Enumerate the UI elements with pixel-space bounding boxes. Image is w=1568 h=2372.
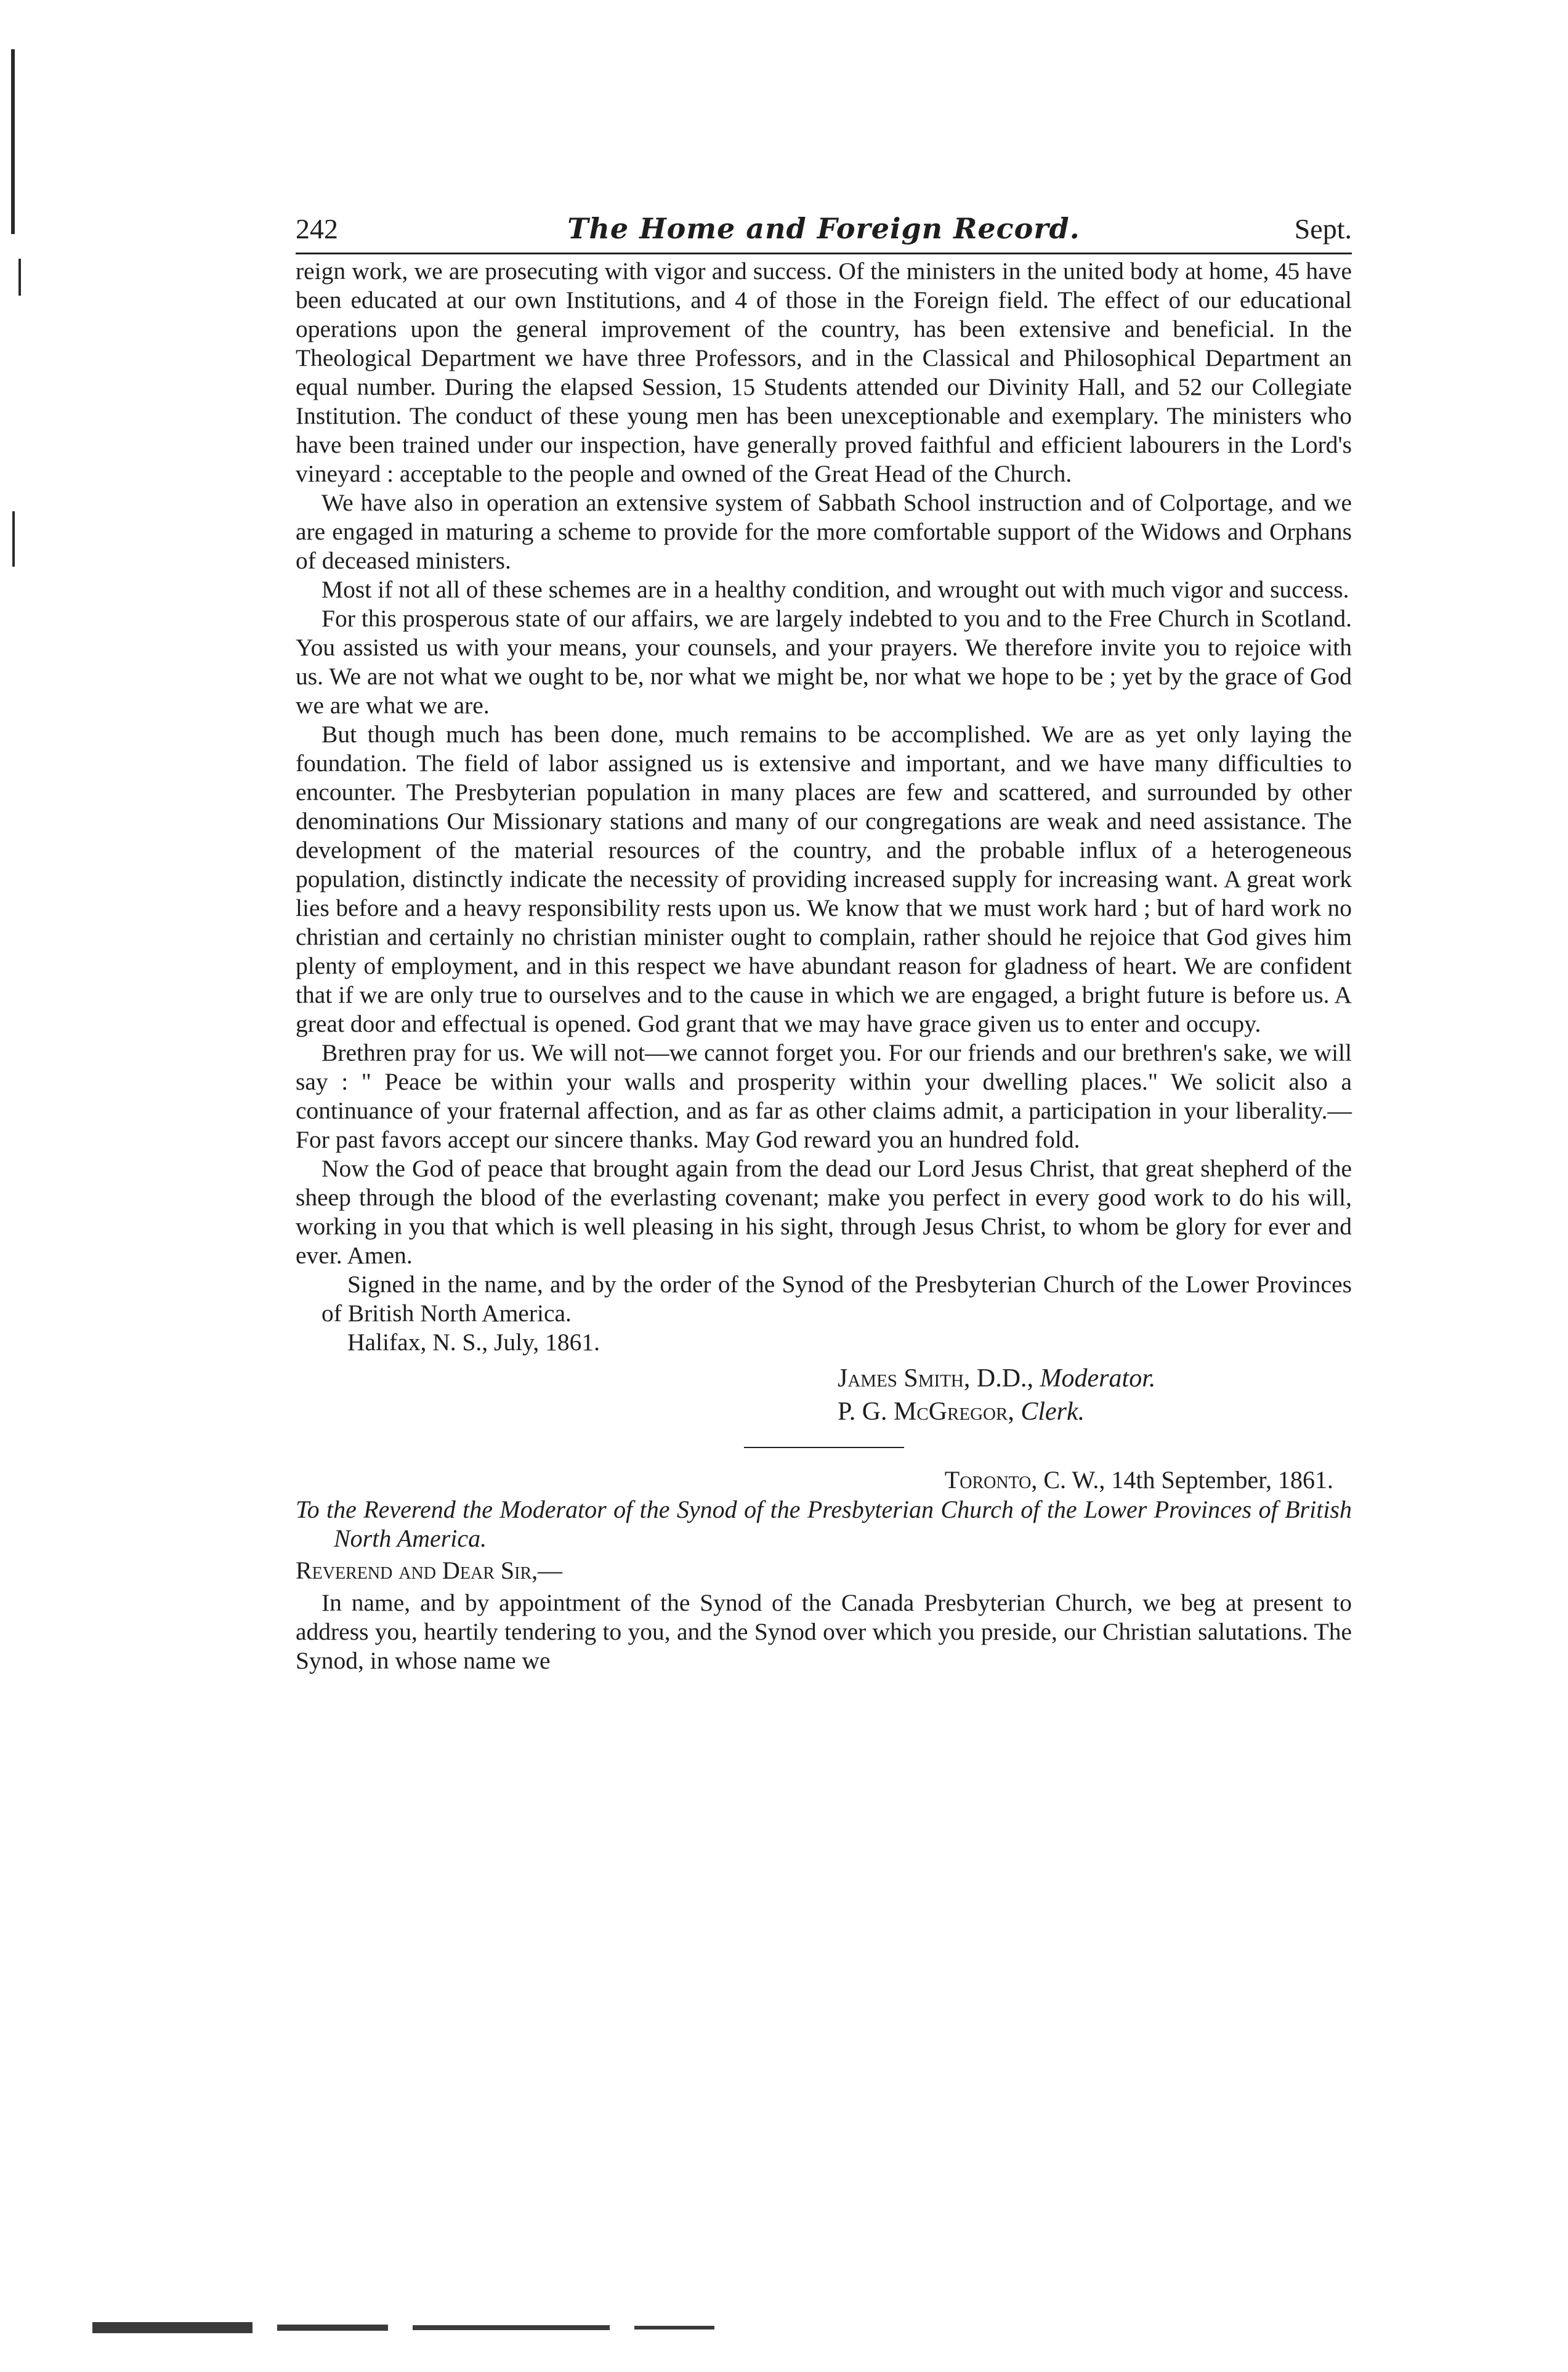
binding-mark [12,511,15,567]
signatory-role: Clerk. [1020,1398,1085,1426]
binding-edge-marks [0,0,37,678]
scan-mark [413,2325,610,2329]
signed-statement: Signed in the name, and by the order of the Synod of the Presbyterian Church of the Lower Provinces of British North America. [321,1271,1352,1327]
signatory-clerk [838,1395,1352,1428]
dateline-date: C. W., 14th September, 1861. [1043,1466,1333,1494]
page-number: 242 [296,213,338,245]
scan-mark [634,2326,714,2329]
addressee: To the Reverend the Moderator of the Synod of the Presbyterian Church of the Lower Provinces of British North America. [296,1496,1352,1552]
letter-opening [296,1589,1352,1675]
journal-title: The Home and Foreign Record. [567,212,1080,245]
letter-body [296,257,1352,1357]
binding-mark [11,49,15,234]
dateline-place: Toronto, [944,1466,1038,1494]
paragraph: reign work, we are prosecuting with vigor and success. Of the ministers in the united body at home, 45 have been educated at our own Institutions, and 4 of those in the Foreign field. The effect of our educational operations upon the general improvement of the country, has been extensive and beneficial. In the Theological Department we have three Professors, and in the Classical and Philosophical Department an equal number. During the elapsed Session, 15 Students attended our Divinity Hall, and 52 our Collegiate Institution. The conduct of these young men has been unexceptionable and exemplary. The ministers who have been trained under our inspection, have generally proved faithful and efficient labourers in the Lord's vineyard : acceptable to the people and owned of the Great Head of the Church. [296,257,1352,487]
paragraph: Most if not all of these schemes are in a healthy condition, and wrought out with much vigor and success. [321,576,1349,603]
binding-mark [18,259,21,296]
paragraph: In name, and by appointment of the Synod of the Canada Presbyterian Church, we beg at present to address you, heartily tendering to you, and the Synod over which you preside, our Christian salutations. The Synod, in whose name we [296,1589,1352,1674]
signatory-name: P. G. McGregor, [838,1398,1014,1426]
scan-mark [92,2322,253,2333]
section-divider [744,1447,904,1448]
scan-edge-mark [92,2322,714,2333]
paragraph: We have also in operation an extensive system of Sabbath School instruction and of Colportage, and we are engaged in maturing a scheme to provide for the more comfortable support of the Widows and Orphans of deceased ministers. [296,489,1352,574]
signatory-moderator [838,1362,1352,1395]
paragraph: For this prosperous state of our affairs, we are largely indebted to you and to the Free Church in Scotland. You assisted us with your means, your counsels, and your prayers. We therefore invite you to rejoice with us. We are not what we ought to be, nor what we might be, nor what we hope to be ; yet by the grace of God we are what we are. [296,605,1352,719]
paragraph: But though much has been done, much remains to be accomplished. We are as yet only laying the foundation. The field of labor assigned us is extensive and important, and we have many difficulties to encounter. The Presbyterian population in many places are few and scattered, and surrounded by other denominations Our Missionary stations and many of our congregations are weak and need assistance. The development of the material resources of the country, and the probable influx of a heterogeneous population, distinctly indicate the necessity of providing increased supply for increasing want. A great work lies before and a heavy responsibility rests upon us. We know that we must work hard ; but of hard work no christian and certainly no christian minister ought to complain, rather should he rejoice that God gives him plenty of employment, and in this respect we have abundant reason for gladness of heart. We are confident that if we are only true to ourselves and to the cause in which we are engaged, a bright future is before us. A great door and effectual is opened. God grant that we may have grace given us to enter and occupy. [296,721,1352,1037]
paragraph: Now the God of peace that brought again from the dead our Lord Jesus Christ, that great shepherd of the sheep through the blood of the everlasting covenant; make you perfect in every good work to do his will, working in you that which is well pleasing in his sight, through Jesus Christ, to whom be glory for ever and ever. Amen. [296,1155,1352,1269]
signatures [838,1362,1352,1428]
scan-mark [277,2325,388,2331]
signatory-name: James Smith, D.D., [838,1364,1034,1393]
paragraph: Brethren pray for us. We will not—we cannot forget you. For our friends and our brethren's sake, we will say : " Peace be within your walls and prosperity within your dwelling places." We solicit also a continuance of your fraternal affection, and as far as other claims admit, a participation in your liberality.— For past favors accept our sincere thanks. May God reward you an hundred fold. [296,1039,1352,1153]
dateline [296,1465,1333,1495]
signatory-role: Moderator. [1040,1364,1156,1393]
page-content [296,203,1352,1675]
issue-month: Sept. [1294,213,1352,245]
place-date: Halifax, N. S., July, 1861. [347,1329,600,1356]
running-head [296,203,1352,254]
salutation: Reverend and Dear Sir,— [296,1556,563,1584]
